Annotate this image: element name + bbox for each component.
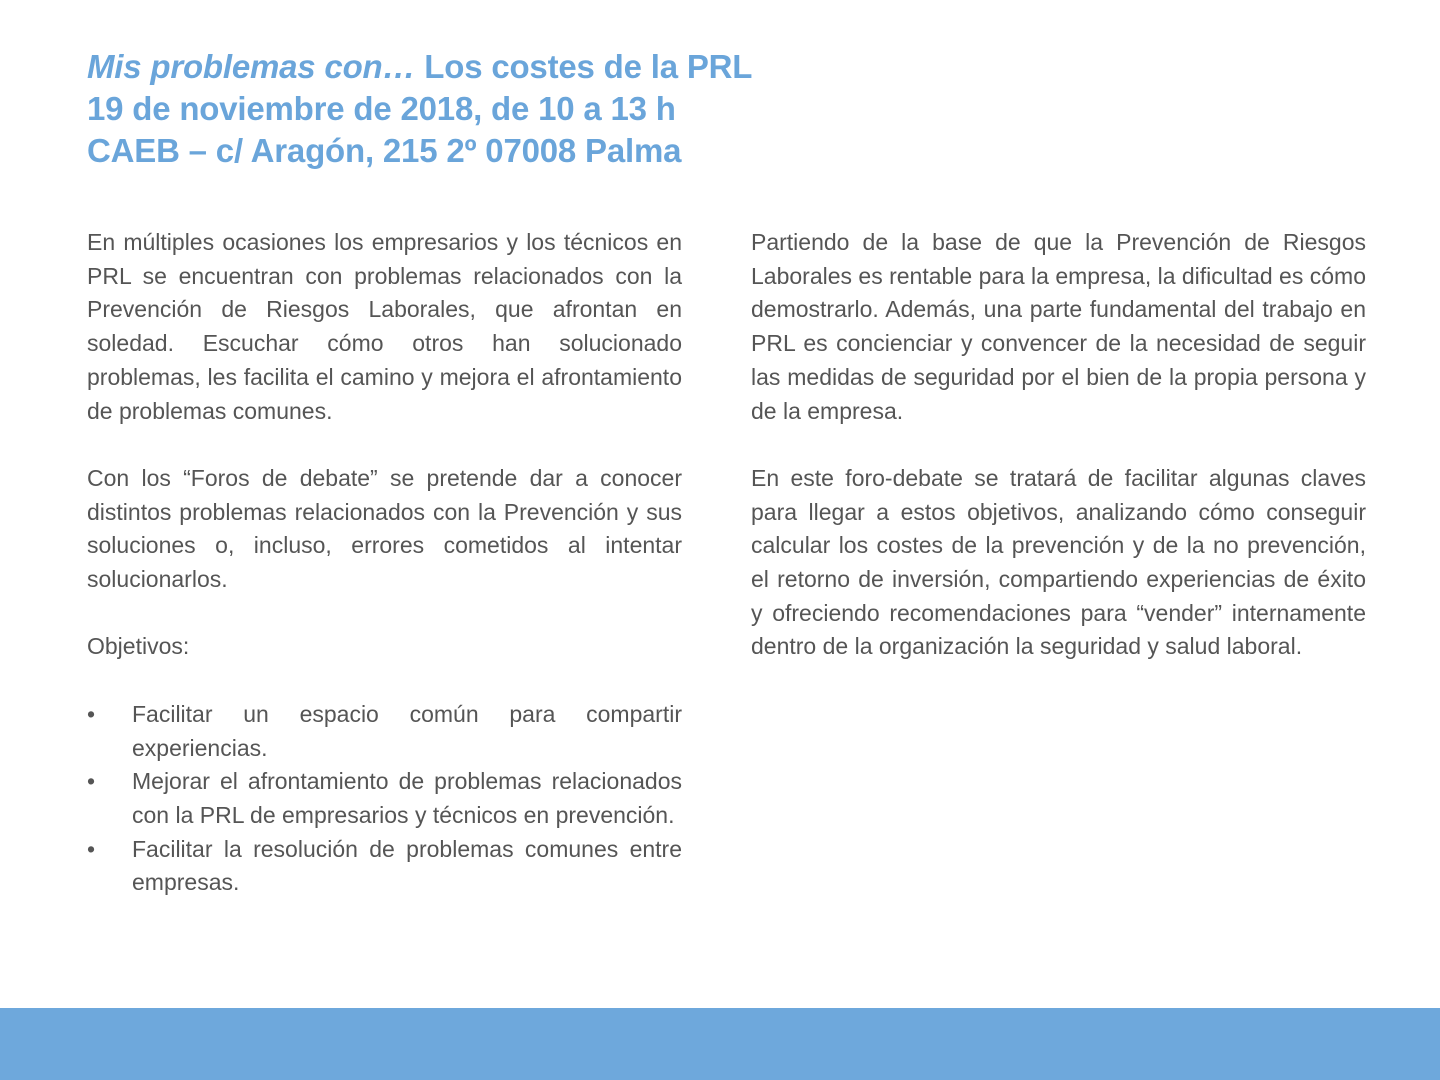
event-title xyxy=(87,46,1367,88)
objetivo-text: Facilitar un espacio común para compartir experiencias. xyxy=(132,700,682,761)
foro-debate-paragraph: En este foro-debate se tratará de facilitar algunas claves para llegar a estos objetivos, analizando cómo conseguir calcular los costes de la prevención y de la no prevención, el retorno de inversión, compartiendo experiencias de éxito y ofreciendo recomendaciones para “vender” internamente dentro de la organización la seguridad y salud laboral. xyxy=(751,464,1366,660)
right-column xyxy=(751,226,1366,698)
objetivo-item xyxy=(87,833,682,900)
rentabilidad-paragraph: Partiendo de la base de que la Prevención de Riesgos Laborales es rentable para la empresa, la dificultad es cómo demostrarlo. Además, una parte fundamental del trabajo en PRL es concienciar y convencer de la necesidad de seguir las medidas de seguridad por el bien de la propia persona y de la empresa. xyxy=(751,229,1366,424)
event-title-series: Mis problemas con… xyxy=(87,48,416,85)
footer-bar xyxy=(0,1008,1440,1080)
objetivos-label: Objetivos: xyxy=(87,633,190,660)
bullet-icon: • xyxy=(87,835,96,862)
event-venue: CAEB – c/ Aragón, 215 2º 07008 Palma xyxy=(87,132,682,169)
event-header xyxy=(87,46,1367,172)
objetivos-list xyxy=(87,698,682,900)
bullet-icon: • xyxy=(87,700,96,727)
objetivo-text: Mejorar el afrontamiento de problemas relacionados con la PRL de empresarios y técnicos en prevención. xyxy=(132,768,682,828)
left-column xyxy=(87,226,682,900)
objetivo-item xyxy=(87,765,682,832)
foros-paragraph: Con los “Foros de debate” se pretende dar a conocer distintos problemas relacionados con la Prevención y sus soluciones o, incluso, errores cometidos al intentar solucionarlos. xyxy=(87,464,682,593)
event-date: 19 de noviembre de 2018, de 10 a 13 h xyxy=(87,90,676,127)
intro-paragraph: En múltiples ocasiones los empresarios y los técnicos en PRL se encuentran con problemas relacionados con la Prevención de Riesgos Laborales, que afrontan en soledad. Escuchar cómo otros han solucionado problemas, les facilita el camino y mejora el afrontamiento de problemas comunes. xyxy=(87,229,682,424)
objetivo-item xyxy=(87,698,682,765)
objetivo-text: Facilitar la resolución de problemas comunes entre empresas. xyxy=(132,835,682,896)
bullet-icon: • xyxy=(87,768,96,795)
event-title-topic: Los costes de la PRL xyxy=(415,48,753,85)
